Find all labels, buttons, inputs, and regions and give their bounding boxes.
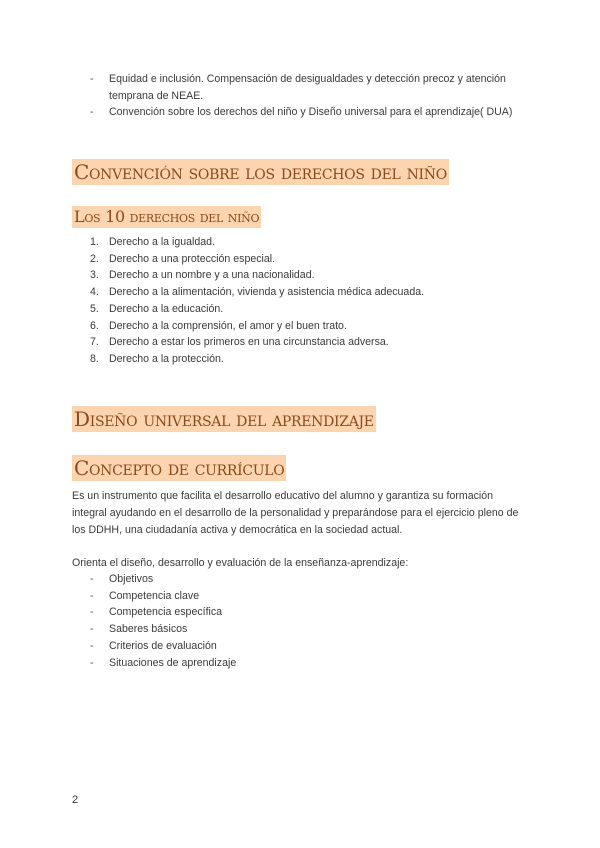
section-heading-diseno-universal: Diseño universal del aprendizaje bbox=[74, 407, 374, 431]
bullet-dash: - bbox=[90, 606, 94, 619]
list-item: 4. Derecho a la alimentación, vivienda y asistencia médica adecuada. bbox=[90, 286, 425, 299]
list-item: - Criterios de evaluación bbox=[0, 638, 316, 655]
bullet-dash: - bbox=[90, 73, 94, 85]
list-item: 7. Derecho a estar los primeros en una circunstancia adversa. bbox=[90, 336, 389, 349]
curriculum-intro-text: Orienta el diseño, desarrollo y evaluación de la enseñanza-aprendizaje: bbox=[72, 557, 409, 569]
page-number: 2 bbox=[72, 794, 79, 806]
list-item: 6. Derecho a la comprensión, el amor y el buen trato. bbox=[90, 319, 347, 332]
rights-numbered-list bbox=[0, 234, 424, 368]
bullet-dash: - bbox=[90, 589, 94, 602]
subheading-concepto-curriculo: Concepto de currículo bbox=[74, 456, 285, 480]
list-item bbox=[0, 71, 600, 104]
list-item: - Competencia específica bbox=[0, 604, 316, 621]
curriculum-definition-paragraph: Es un instrumento que facilita el desarrollo educativo del alumno y garantiza su formación integral ayudando en el desarrollo de la personalidad y preparándose para el ejercicio pleno de los DDHH, una ciudadanía activa y democrática en la sociedad actual. bbox=[72, 490, 519, 536]
subheading-10-derechos: Los 10 derechos del niño bbox=[74, 207, 260, 226]
bullet-dash: - bbox=[90, 573, 94, 585]
list-item-text: Equidad e inclusión. Compensación de desigualdades y detección precoz y atención temprana de NEAE. bbox=[109, 73, 506, 102]
section-heading-convencion: Convención sobre los derechos del niño bbox=[74, 160, 447, 184]
top-bullet-list bbox=[0, 71, 600, 121]
list-item: - Saberes básicos bbox=[0, 621, 316, 638]
list-item: 1. Derecho a la igualdad. bbox=[90, 236, 216, 248]
list-item: 3. Derecho a un nombre y a una nacionalidad. bbox=[90, 269, 315, 282]
bullet-dash: - bbox=[90, 639, 94, 652]
list-item: 5. Derecho a la educación. bbox=[90, 302, 224, 315]
bullet-dash: - bbox=[90, 106, 94, 119]
list-item: 8. Derecho a la protección. bbox=[90, 352, 224, 365]
list-item: - Objetivos bbox=[0, 571, 316, 588]
list-item bbox=[0, 104, 600, 121]
list-item: 2. Derecho a una protección especial. bbox=[90, 252, 276, 265]
list-item: - Competencia clave bbox=[0, 588, 316, 605]
list-item-text: Convención sobre los derechos del niño y Diseño universal para el aprendizaje( DUA) bbox=[109, 106, 513, 119]
curriculum-elements-list bbox=[0, 571, 316, 671]
list-item: - Situaciones de aprendizaje bbox=[0, 655, 316, 672]
bullet-dash: - bbox=[90, 623, 94, 636]
bullet-dash: - bbox=[90, 656, 94, 669]
